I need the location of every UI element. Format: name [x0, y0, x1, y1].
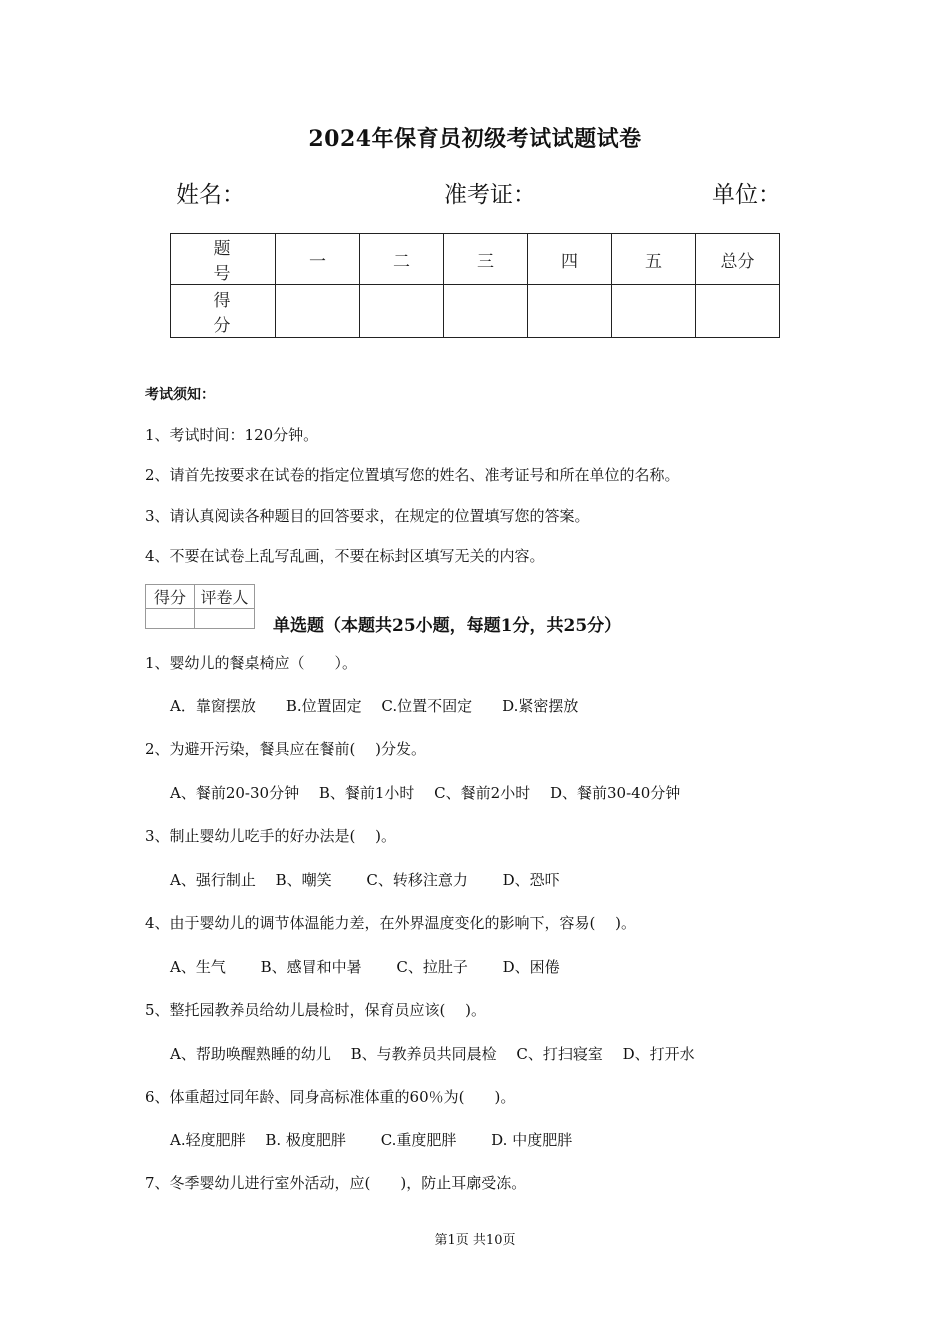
exam-title: 2024年保育员初级考试试题试卷 [308, 126, 642, 152]
score-header-2: 二 [360, 234, 444, 285]
score-header-4: 四 [528, 234, 612, 285]
score-cell [696, 285, 780, 338]
question: 3、制止婴幼儿吃手的好办法是( )。 [145, 827, 397, 845]
score-header-1: 一 [276, 234, 360, 285]
question: 4、由于婴幼儿的调节体温能力差，在外界温度变化的影响下，容易( )。 [145, 914, 637, 932]
question: 6、体重超过同年龄、同身高标准体重的60％为( )。 [145, 1088, 516, 1106]
question-options: A、强行制止 B、嘲笑 C、转移注意力 D、恐吓 [170, 871, 560, 889]
grader-box [145, 584, 255, 629]
notice-item: 1、考试时间：120分钟。 [145, 426, 319, 444]
question: 1、婴幼儿的餐桌椅应（ ）。 [145, 654, 358, 672]
question: 2、为避开污染，餐具应在餐前( )分发。 [145, 740, 427, 758]
notice-item: 3、请认真阅读各种题目的回答要求，在规定的位置填写您的答案。 [145, 507, 590, 525]
score-cell [276, 285, 360, 338]
exam-id-label: 准考证： [444, 182, 536, 208]
grader-score-label: 得分 [146, 585, 195, 609]
score-cell [528, 285, 612, 338]
score-header-5: 五 [612, 234, 696, 285]
notice-title: 考试须知： [145, 387, 215, 403]
score-cell [612, 285, 696, 338]
question: 5、整托园教养员给幼儿晨检时，保育员应该( )。 [145, 1001, 487, 1019]
score-header-label: 题 号 [171, 234, 276, 285]
name-label: 姓名： [176, 182, 245, 208]
notice-item: 2、请首先按要求在试卷的指定位置填写您的姓名、准考证号和所在单位的名称。 [145, 466, 680, 484]
question-options: A.轻度肥胖 B. 极度肥胖 C.重度肥胖 D. 中度肥胖 [170, 1131, 573, 1149]
score-row-label: 得 分 [171, 285, 276, 338]
question: 7、冬季婴幼儿进行室外活动，应( )，防止耳廓受冻。 [145, 1174, 527, 1192]
grader-reviewer-cell [195, 609, 255, 629]
section-title: 单选题（本题共25小题，每题1分，共25分） [273, 616, 622, 636]
score-table [170, 233, 780, 338]
unit-label: 单位： [712, 182, 781, 208]
page-footer: 第1页 共10页 [434, 1233, 516, 1248]
question-options: A、帮助唤醒熟睡的幼儿 B、与教养员共同晨检 C、打扫寝室 D、打开水 [170, 1045, 695, 1063]
notice-item: 4、不要在试卷上乱写乱画，不要在标封区填写无关的内容。 [145, 547, 545, 565]
score-header-total: 总分 [696, 234, 780, 285]
score-cell [444, 285, 528, 338]
question-options: A．靠窗摆放 B.位置固定 C.位置不固定 D.紧密摆放 [170, 697, 579, 715]
score-header-3: 三 [444, 234, 528, 285]
grader-score-cell [146, 609, 195, 629]
question-options: A、生气 B、感冒和中暑 C、拉肚子 D、困倦 [170, 958, 560, 976]
question-options: A、餐前20-30分钟 B、餐前1小时 C、餐前2小时 D、餐前30-40分钟 [170, 784, 681, 802]
grader-reviewer-label: 评卷人 [195, 585, 255, 609]
score-cell [360, 285, 444, 338]
